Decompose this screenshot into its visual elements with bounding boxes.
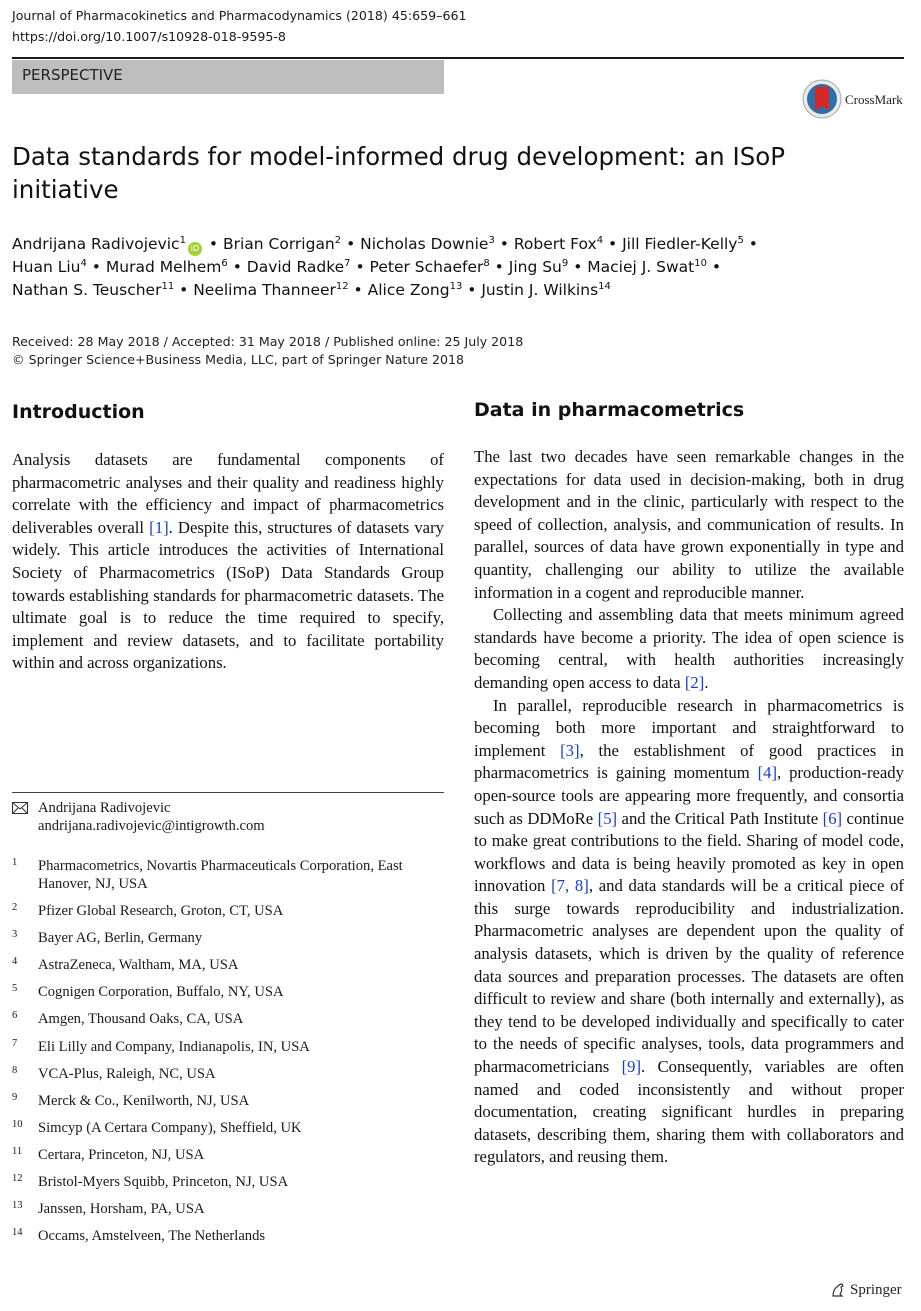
author-affiliation-number: 13 (449, 280, 463, 292)
author-separator: • (350, 258, 370, 276)
affiliation-text: Cognigen Corporation, Buffalo, NY, USA (38, 984, 284, 1001)
author-name: Peter Schaefer (369, 258, 484, 276)
doi-link[interactable]: https://doi.org/10.1007/s10928-018-9595-8 (12, 29, 286, 44)
author (12, 235, 204, 253)
affiliation-text: Pfizer Global Research, Groton, CT, USA (38, 903, 284, 919)
article-title: Data standards for model-informed drug development: an ISoP initiative (12, 142, 786, 204)
affiliation-text: Bristol-Myers Squibb, Princeton, NJ, USA (38, 1174, 289, 1190)
paragraph-text: . Consequently, variables are often named and coded inconsistently and without proper documentation, creating significant hurdles in preparing datasets, describing them, sharing them with collaborators and regulators, and reusing them. (474, 1057, 905, 1167)
author (223, 235, 341, 253)
copyright-line: © Springer Science+Business Media, LLC, part of Springer Nature 2018 (12, 352, 465, 367)
citation-link[interactable]: [1] (149, 517, 169, 537)
author-separator: • (494, 235, 514, 253)
author-separator: • (203, 235, 223, 253)
author-affiliation-number: 11 (161, 280, 175, 292)
author-name: Nicholas Downie (360, 235, 489, 253)
affiliation-number: 4 (12, 956, 18, 968)
author-separator: • (86, 258, 106, 276)
author-affiliation-number: 4 (596, 234, 604, 246)
author-separator: • (489, 258, 509, 276)
intro-text-1: Analysis datasets are fundamental components of pharmacometric analyses and their quality and readiness highly correlate with the efficiency and impact of pharmacometrics deliverables overall (12, 450, 444, 537)
author-separator: • (348, 281, 368, 299)
author (368, 281, 463, 299)
author-affiliation-number: 10 (694, 257, 707, 269)
author-name: Murad Melhem (105, 258, 222, 276)
author-separator: • (462, 281, 482, 299)
affiliation-text: Pharmacometrics, Novartis Pharmaceuticals Corporation, East Hanover, NJ, USA (38, 858, 403, 892)
orcid-icon[interactable]: iD (188, 242, 202, 256)
affiliation-text: Bayer AG, Berlin, Germany (38, 930, 203, 947)
author-affiliation-number: 6 (221, 257, 228, 269)
affiliation-text: Eli Lilly and Company, Indianapolis, IN, USA (38, 1038, 310, 1055)
journal-citation: Journal of Pharmacokinetics and Pharmacodynamics (2018) 45:659–661 (12, 8, 467, 23)
affiliation-number: 14 (12, 1227, 23, 1239)
citation-link[interactable]: [6] (822, 808, 843, 828)
author (193, 281, 348, 299)
author-name: Robert Fox (513, 235, 597, 253)
paragraph (474, 695, 904, 1169)
affiliation-text: AstraZeneca, Waltham, MA, USA (38, 957, 239, 974)
article-type-label: PERSPECTIVE (22, 66, 123, 84)
affiliation-number: 5 (12, 983, 18, 995)
author-separator: • (743, 235, 758, 253)
author (509, 258, 569, 276)
header-divider (12, 57, 904, 59)
author-separator: • (174, 281, 194, 299)
affiliation-number: 7 (12, 1037, 18, 1049)
affiliation-number: 3 (12, 929, 18, 941)
author-affiliation-number: 14 (598, 280, 611, 292)
introduction-heading: Introduction (12, 401, 145, 423)
affiliation-number: 10 (12, 1118, 23, 1130)
author-name: Neelima Thanneer (193, 281, 336, 299)
author-list (12, 233, 892, 302)
paragraph-text: , and data standards will be a critical piece of this surge towards reproducibility and industrialization. Pharmacometric analyses are dependent upon the quality of analysis datasets, which is driven by the quality of reference data sources and preparation processes. The datasets are often difficult to review and share (both internally and externally), as they tend to be developed individually and specifically to cater to the needs of specific analyses, tools, data programmers and pharmacometricians (474, 876, 904, 1077)
citation-link[interactable]: [2] (684, 672, 705, 692)
crossmark-label[interactable]: CrossMark (845, 92, 903, 107)
author (481, 281, 611, 299)
crossmark-icon[interactable] (802, 79, 842, 119)
affiliation-text: Merck & Co., Kenilworth, NJ, USA (38, 1092, 250, 1109)
footnote-divider (12, 792, 444, 793)
author-separator: • (707, 258, 722, 276)
affiliation-number: 8 (12, 1064, 18, 1076)
author (587, 258, 707, 276)
author-separator: • (341, 235, 361, 253)
publisher-logo-text: Springer (850, 1282, 902, 1298)
corresponding-author: Andrijana Radivojevic (38, 800, 171, 816)
author-affiliation-number: 7 (344, 257, 351, 269)
affiliation-number: 2 (12, 902, 18, 913)
affiliation-number: 9 (12, 1091, 18, 1103)
paragraph-text: , production-ready open-source tools are appearing more frequently, and consortia such as DDMoRe (474, 763, 904, 828)
author (12, 258, 87, 276)
author-name: Alice Zong (367, 281, 450, 299)
author-affiliation-number: 1 (179, 234, 186, 246)
paragraph-text: , the establishment of good practices in pharmacometrics is gaining momentum (474, 740, 904, 783)
citation-link[interactable]: [9] (621, 1057, 642, 1077)
affiliation-text: Certara, Princeton, NJ, USA (38, 1146, 205, 1163)
author-name: David Radke (246, 258, 345, 276)
author-affiliation-number: 9 (561, 257, 569, 269)
affiliation-number: 11 (12, 1145, 23, 1157)
affiliation-number: 1 (12, 857, 18, 868)
author (622, 235, 744, 253)
citation-link[interactable]: [3] (560, 740, 580, 760)
paragraph-text: In parallel, reproducible research in pharmacometrics is becoming both more important and straightforward to implement (474, 695, 904, 760)
author (370, 258, 490, 276)
author-name: Brian Corrigan (222, 235, 335, 253)
affiliation-text: Janssen, Horsham, PA, USA (38, 1201, 205, 1218)
author-name: Jill Fiedler-Kelly (622, 235, 738, 253)
affiliation-text: Amgen, Thousand Oaks, CA, USA (38, 1011, 244, 1028)
author (247, 258, 351, 276)
paragraph-text: . (704, 672, 709, 692)
author-affiliation-number: 8 (483, 257, 490, 269)
citation-link[interactable]: [5] (597, 808, 618, 828)
envelope-icon (12, 802, 28, 814)
author-name: Andrijana Radivojevic (12, 235, 180, 253)
author-name: Maciej J. Swat (587, 258, 695, 276)
author-name: Jing Su (508, 258, 562, 276)
author (514, 235, 603, 253)
data-section-heading: Data in pharmacometrics (474, 399, 745, 421)
affiliation-text: Occams, Amstelveen, The Netherlands (38, 1228, 266, 1245)
author-affiliation-number: 5 (737, 234, 744, 246)
affiliation-text: VCA-Plus, Raleigh, NC, USA (38, 1065, 216, 1082)
citation-link[interactable]: [4] (757, 763, 778, 783)
author-name: Justin J. Wilkins (481, 281, 599, 299)
dates-line: Received: 28 May 2018 / Accepted: 31 May 2018 / Published online: 25 July 2018 (12, 334, 524, 349)
author-separator: • (603, 235, 623, 253)
author (106, 258, 228, 276)
publication-dates (12, 333, 523, 369)
author-affiliation-number: 3 (488, 234, 495, 246)
affiliation-number: 6 (12, 1010, 18, 1022)
paragraph (474, 604, 904, 694)
springer-horse-icon (830, 1282, 846, 1298)
author-name: Nathan S. Teuscher (12, 281, 162, 299)
paragraph-text: Collecting and assembling data that meets minimum agreed standards have become a priority. The idea of open science is becoming central, with health authorities increasingly demanding open access to data (474, 605, 904, 692)
introduction-body (12, 449, 444, 675)
author (12, 281, 174, 299)
author-separator: • (227, 258, 247, 276)
corresponding-email[interactable]: andrijana.radivojevic@intigrowth.com (38, 818, 265, 834)
author-name: Huan Liu (12, 258, 81, 276)
affiliation-number: 13 (12, 1200, 23, 1212)
author-affiliation-number: 2 (334, 234, 342, 246)
paragraph-text: continue to make great contributions to the field. Sharing of model code, workflows and data is being heavily promoted as key in open innovation (474, 808, 905, 896)
affiliation-text: Simcyp (A Certara Company), Sheffield, UK (38, 1119, 302, 1136)
author-separator: • (568, 258, 588, 276)
paragraph: The last two decades have seen remarkable changes in the expectations for data used in decision-making, both in drug development and in the clinic, particularly with respect to the speed of collection, analysis, and communication of results. In parallel, sources of data have grown exponentially in type and quantity, challenging our ability to utilize the available information in a cogent and reproducible manner. (474, 447, 904, 602)
author-affiliation-number: 12 (335, 280, 349, 292)
citation-link[interactable]: [7, 8] (551, 876, 589, 896)
intro-text-2: . Despite this, structures of datasets vary widely. This article introduces the activities of International Society of Pharmacometrics (ISoP) Data Standards Group towards establishing standards for pharmacometric datasets. The ultimate goal is to reduce the time required to specify, implement and review datasets, and to facilitate portability within and across organizations. (12, 517, 444, 673)
author-affiliation-number: 4 (80, 257, 87, 269)
data-section-body (474, 446, 904, 1169)
paragraph-text: and the Critical Path Institute (617, 808, 823, 828)
author (360, 235, 495, 253)
affiliation-number: 12 (12, 1173, 23, 1184)
